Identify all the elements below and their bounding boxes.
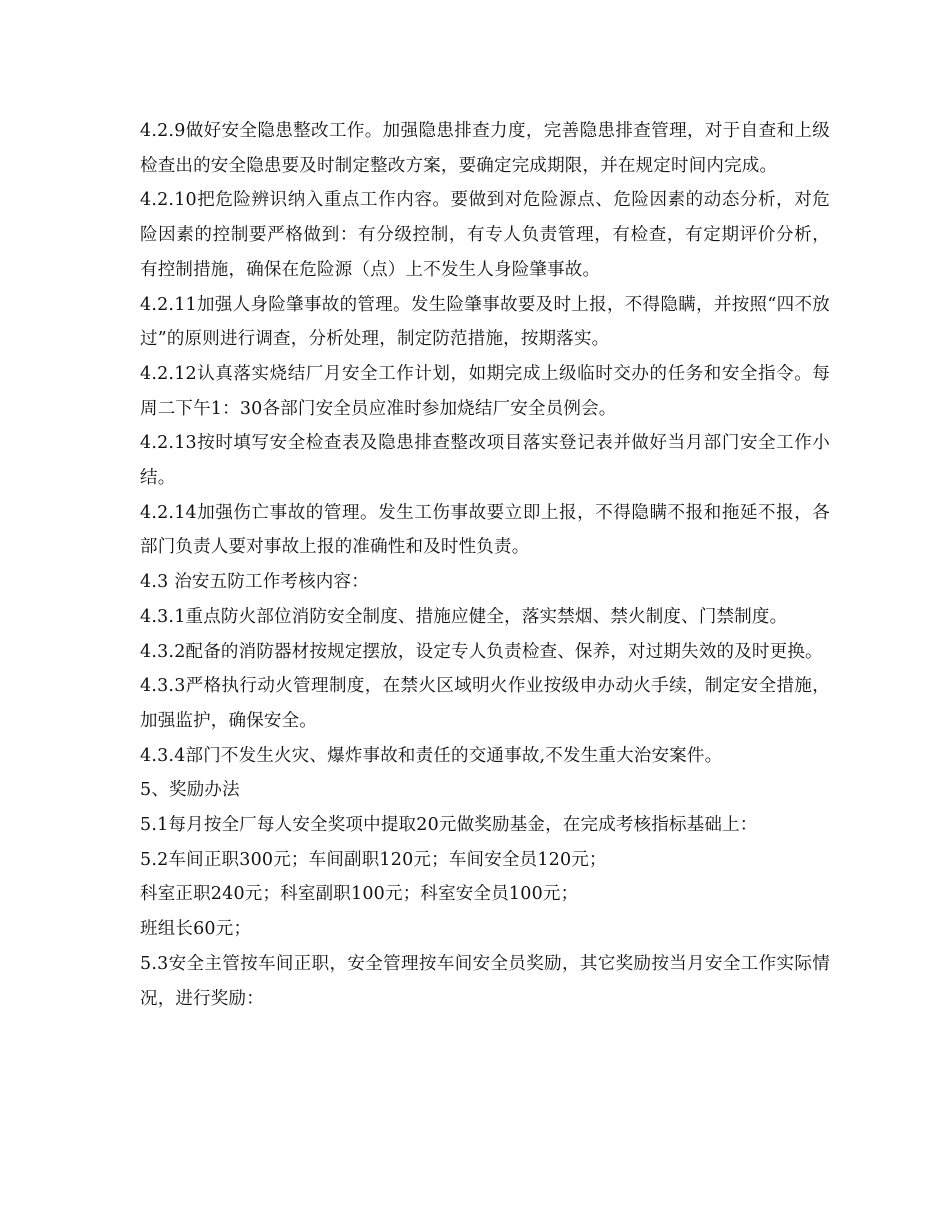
paragraph-4-2-12: 4.2.12认真落实烧结厂月安全工作计划，如期完成上级临时交办的任务和安全指令。每周二下午1：30各部门安全员应准时参加烧结厂安全员例会。 [140, 363, 830, 419]
paragraph-5-1: 5.1每月按全厂每人安全奖项中提取20元做奖励基金，在完成考核指标基础上： [140, 815, 758, 836]
document-body [140, 114, 830, 1016]
section-heading-5: 5、奖励办法 [140, 780, 240, 801]
paragraph-4-2-13: 4.2.13按时填写安全检查表及隐患排查整改项目落实登记表并做好当月部门安全工作小结。 [140, 433, 830, 489]
section-heading-4-3: 4.3 治安五防工作考核内容： [140, 572, 369, 593]
paragraph-4-3-4: 4.3.4部门不发生火灾、爆炸事故和责任的交通事故,不发生重大治安案件。 [140, 745, 723, 766]
paragraph-4-2-10: 4.2.10把危险辨识纳入重点工作内容。要做到对危险源点、危险因素的动态分析，对危险因素的控制要严格做到：有分级控制，有专人负责管理，有检查，有定期评价分析，有控制措施，确保在危险源（点）上不发生人身险肇事故。 [140, 190, 830, 280]
paragraph-4-2-9: 4.2.9做好安全隐患整改工作。加强隐患排查力度，完善隐患排查管理，对于自查和上级检查出的安全隐患要及时制定整改方案，要确定完成期限，并在规定时间内完成。 [140, 121, 830, 176]
paragraph-5-2: 5.2车间正职300元；车间副职120元；车间安全员120元； [140, 849, 607, 870]
paragraph-5-3: 5.3安全主管按车间正职，安全管理按车间安全员奖励，其它奖励按当月安全工作实际情况，进行奖励： [140, 953, 830, 1009]
paragraph-4-2-11: 4.2.11加强人身险肇事故的管理。发生险肇事故要及时上报，不得隐瞒，并按照“四不放过”的原则进行调查，分析处理，制定防范措施，按期落实。 [140, 294, 830, 350]
paragraph-5-2-team-leader: 班组长60元； [140, 919, 252, 940]
paragraph-5-2-office: 科室正职240元；科室副职100元；科室安全员100元； [140, 884, 579, 905]
paragraph-4-3-1: 4.3.1重点防火部位消防安全制度、措施应健全，落实禁烟、禁火制度、门禁制度。 [140, 606, 788, 627]
paragraph-4-2-14: 4.2.14加强伤亡事故的管理。发生工伤事故要立即上报，不得隐瞒不报和拖延不报，各部门负责人要对事故上报的准确性和及时性负责。 [140, 502, 830, 558]
paragraph-4-3-3: 4.3.3严格执行动火管理制度，在禁火区域明火作业按级申办动火手续，制定安全措施，加强监护，确保安全。 [140, 676, 830, 731]
paragraph-4-3-2: 4.3.2配备的消防器材按规定摆放，设定专人负责检查、保养，对过期失效的及时更换。 [140, 641, 823, 662]
